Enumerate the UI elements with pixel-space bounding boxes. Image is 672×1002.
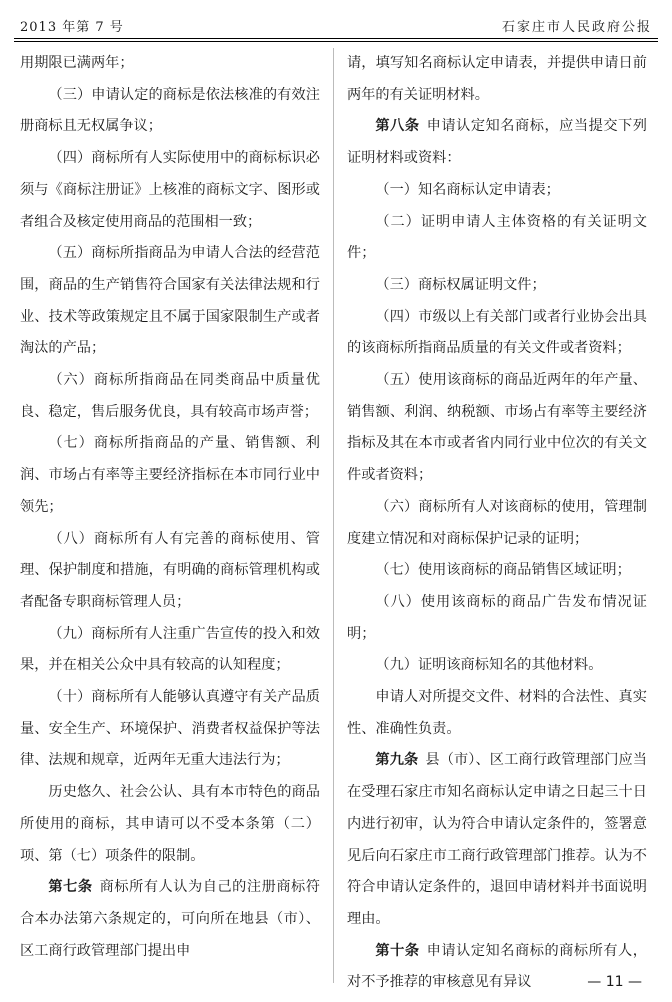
paragraph <box>20 238 320 365</box>
paragraph <box>20 524 320 619</box>
paragraph <box>347 682 647 745</box>
article-label: 第九条 <box>375 752 419 769</box>
paragraph <box>347 175 647 207</box>
paragraph-text: 申请认定知名商标的商标所有人，对不予推荐的审核意见有异议 <box>347 942 647 991</box>
paragraph <box>347 365 647 492</box>
paragraph <box>20 80 320 143</box>
article-label: 第八条 <box>375 118 420 135</box>
paragraph <box>20 428 320 523</box>
issue-label: 2013 年第 7 号 <box>20 20 124 35</box>
paragraph-text: 申请人对所提交文件、材料的合法性、真实性、准确性负责。 <box>347 689 647 737</box>
paragraph-text: 用期限已满两年； <box>20 55 134 71</box>
paragraph-text: （三）申请认定的商标是依法核准的有效注册商标且无权属争议； <box>20 86 320 135</box>
paragraph-text: （六）商标所有人对该商标的使用，管理制度建立情况和对商标保护记录的证明； <box>347 498 647 547</box>
paragraph <box>347 587 647 650</box>
paragraph-text: 申请认定知名商标，应当提交下列证明材料或资料： <box>347 118 647 167</box>
paragraph-text: （二）证明申请人主体资格的有关证明文件； <box>347 213 647 262</box>
publication-title: 石家庄市人民政府公报 <box>501 20 652 35</box>
paragraph-text: （六）商标所指商品在同类商品中质量优良、稳定，售后服务优良，具有较高市场声誉； <box>20 372 320 420</box>
page-number: — 11 — <box>587 974 642 990</box>
paragraph <box>347 48 647 111</box>
header-rule <box>14 38 658 42</box>
paragraph <box>347 650 647 682</box>
paragraph-text: （七）使用该商标的商品销售区域证明； <box>375 562 631 579</box>
article-paragraph <box>347 111 647 174</box>
paragraph <box>20 682 320 777</box>
paragraph <box>347 270 647 302</box>
column-divider <box>333 48 334 983</box>
paragraph-text: （八）使用该商标的商品广告发布情况证明； <box>347 593 647 642</box>
paragraph-text: （五）使用该商标的商品近两年的年产量、销售额、利润、纳税额、市场占有率等主要经济指标及其在本市或者省内同行业中位次的有关文件或者资料； <box>347 372 647 484</box>
paragraph-text: （七）商标所指商品的产量、销售额、利润、市场占有率等主要经济指标在本市同行业中领先； <box>20 435 320 515</box>
paragraph-text: （四）商标所有人实际使用中的商标标识必须与《商标注册证》上核准的商标文字、图形或者组合及核定使用商品的范围相一致； <box>20 150 320 230</box>
paragraph <box>347 302 647 365</box>
paragraph-text: （九）证明该商标知名的其他材料。 <box>375 657 603 674</box>
paragraph <box>20 365 320 428</box>
article-label: 第七条 <box>48 879 93 896</box>
paragraph-text: （十）商标所有人能够认真遵守有关产品质量、安全生产、环境保护、消费者权益保护等法律、法规和规章，近两年无重大违法行为； <box>20 689 320 769</box>
paragraph <box>20 777 320 872</box>
paragraph-text: （一）知名商标认定申请表； <box>375 181 560 198</box>
paragraph-text: 历史悠久、社会公认、具有本市特色的商品所使用的商标，其申请可以不受本条第（二）项、第（七）项条件的限制。 <box>20 784 320 864</box>
paragraph-text: （三）商标权属证明文件； <box>375 276 546 293</box>
paragraph <box>20 143 320 238</box>
paragraph <box>20 48 320 80</box>
left-column <box>20 48 320 967</box>
right-column <box>347 48 647 999</box>
article-paragraph <box>347 745 647 935</box>
paragraph <box>347 555 647 587</box>
page-header <box>14 14 658 36</box>
paragraph <box>347 207 647 270</box>
paragraph-text: 请，填写知名商标认定申请表，并提供申请日前两年的有关证明材料。 <box>347 55 647 103</box>
paragraph-text: （四）市级以上有关部门或者行业协会出具的该商标所指商品质量的有关文件或者资料； <box>347 308 647 357</box>
paragraph <box>347 492 647 555</box>
article-label: 第十条 <box>375 942 420 959</box>
paragraph-text: 县（市）、区工商行政管理部门应当在受理石家庄市知名商标认定申请之日起三十日内进行初审，认为符合申请认定条件的，签署意见后向石家庄市工商行政管理部门推荐。认为不符合申请认定条件的，退回申请材料并书面说明理由。 <box>347 752 647 927</box>
article-paragraph <box>20 872 320 967</box>
paragraph-text: 商标所有人认为自己的注册商标符合本办法第六条规定的，可向所在地县（市）、区工商行政管理部门提出申 <box>20 879 320 959</box>
paragraph-text: （五）商标所指商品为申请人合法的经营范围，商品的生产销售符合国家有关法律法规和行业、技术等政策规定且不属于国家限制生产或者淘汰的产品； <box>20 245 320 357</box>
paragraph-text: （八）商标所有人有完善的商标使用、管理、保护制度和措施，有明确的商标管理机构或者配备专职商标管理人员； <box>20 530 320 610</box>
paragraph-text: （九）商标所有人注重广告宣传的投入和效果，并在相关公众中具有较高的认知程度； <box>20 625 320 674</box>
paragraph <box>20 619 320 682</box>
